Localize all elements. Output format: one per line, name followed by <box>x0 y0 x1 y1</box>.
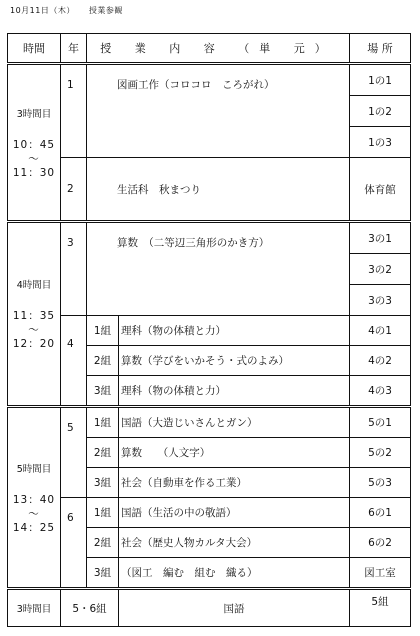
header-row <box>8 34 411 64</box>
subject-cell: 理科（物の体積と力） <box>119 316 350 346</box>
period-cell <box>8 64 61 222</box>
subject-cell: 理科（物の体積と力） <box>119 376 350 407</box>
content-cell: 生活科 秋まつり <box>87 158 350 222</box>
subject-cell: 算数 （人文字） <box>119 438 350 468</box>
room-cell: 6の2 <box>350 528 411 558</box>
period-cell: 3時間目 <box>8 589 61 627</box>
column-header-content: 授 業 内 容 （単 元） <box>87 34 350 64</box>
grade-cell: 5 <box>61 407 87 498</box>
period-end: 12：20 <box>12 338 56 350</box>
room-cell: 5の2 <box>350 438 411 468</box>
room-cell: 1の3 <box>350 127 411 158</box>
period-end: 11：30 <box>12 166 56 179</box>
content-cell: 算数 （二等辺三角形のかき方） <box>87 222 350 316</box>
room-cell: 5組 <box>350 589 411 627</box>
content-cell: 国語 <box>119 589 350 627</box>
class-cell: 2組 <box>87 528 119 558</box>
grade-cell: 4 <box>61 316 87 407</box>
column-header-period: 時間 <box>8 34 61 64</box>
subject-cell: 国語（生活の中の敬語） <box>119 498 350 528</box>
period-name: 4時間目 <box>16 280 52 291</box>
page-header <box>10 5 123 16</box>
room-cell: 6の1 <box>350 498 411 528</box>
room-cell: 体育館 <box>350 158 411 222</box>
header-title: 授業参観 <box>88 6 123 15</box>
column-header-grade: 年 <box>61 34 87 64</box>
class-cell: 1組 <box>87 498 119 528</box>
table-row <box>8 316 411 346</box>
class-cell: 2組 <box>87 346 119 376</box>
room-cell: 図工室 <box>350 558 411 589</box>
grade-cell: 1 <box>61 64 87 158</box>
room-cell: 3の1 <box>350 222 411 254</box>
period-tilde: ～ <box>28 324 40 336</box>
room-cell: 4の3 <box>350 376 411 407</box>
subject-cell: 国語（大造じいさんとガン） <box>119 407 350 438</box>
grade-cell: 6 <box>61 498 87 589</box>
class-cell: 2組 <box>87 438 119 468</box>
table-row <box>8 64 411 96</box>
grade-cell: 2 <box>61 158 87 222</box>
room-cell: 3の3 <box>350 285 411 316</box>
subject-cell: 算数（学びをいかそう・式のよみ） <box>119 346 350 376</box>
period-start: 10：45 <box>12 138 56 151</box>
column-header-room: 場 所 <box>350 34 411 64</box>
room-cell: 5の1 <box>350 407 411 438</box>
grade-cell: 3 <box>61 222 87 316</box>
period-name: 5時間目 <box>16 463 52 475</box>
period-end: 14：25 <box>12 521 56 534</box>
subject-cell: （図工 編む 組む 織る） <box>119 558 350 589</box>
room-cell: 4の2 <box>350 346 411 376</box>
room-cell: 1の2 <box>350 96 411 127</box>
header-date: 10月11日（木） <box>10 6 75 15</box>
subject-cell: 社会（歴史人物カルタ大会） <box>119 528 350 558</box>
table-row <box>8 158 411 222</box>
content-cell: 図画工作（コロコロ ころがれ） <box>87 64 350 158</box>
period-cell <box>8 222 61 407</box>
class-cell: 1組 <box>87 316 119 346</box>
class-cell: 1組 <box>87 407 119 438</box>
grade-cell: 5・6組 <box>61 589 119 627</box>
table-row <box>8 498 411 528</box>
period-start: 11：35 <box>12 310 56 322</box>
period-tilde: ～ <box>28 152 40 165</box>
schedule-table <box>7 33 411 627</box>
room-cell: 1の1 <box>350 64 411 96</box>
table-row <box>8 589 411 627</box>
class-cell: 3組 <box>87 468 119 498</box>
room-cell: 5の3 <box>350 468 411 498</box>
table-row <box>8 407 411 438</box>
period-cell <box>8 407 61 589</box>
room-cell: 3の2 <box>350 254 411 285</box>
table-row <box>8 222 411 254</box>
room-cell: 4の1 <box>350 316 411 346</box>
period-tilde: ～ <box>28 507 40 520</box>
class-cell: 3組 <box>87 558 119 589</box>
period-name: 3時間目 <box>16 108 52 120</box>
class-cell: 3組 <box>87 376 119 407</box>
subject-cell: 社会（自動車を作る工業） <box>119 468 350 498</box>
period-start: 13：40 <box>12 493 56 506</box>
